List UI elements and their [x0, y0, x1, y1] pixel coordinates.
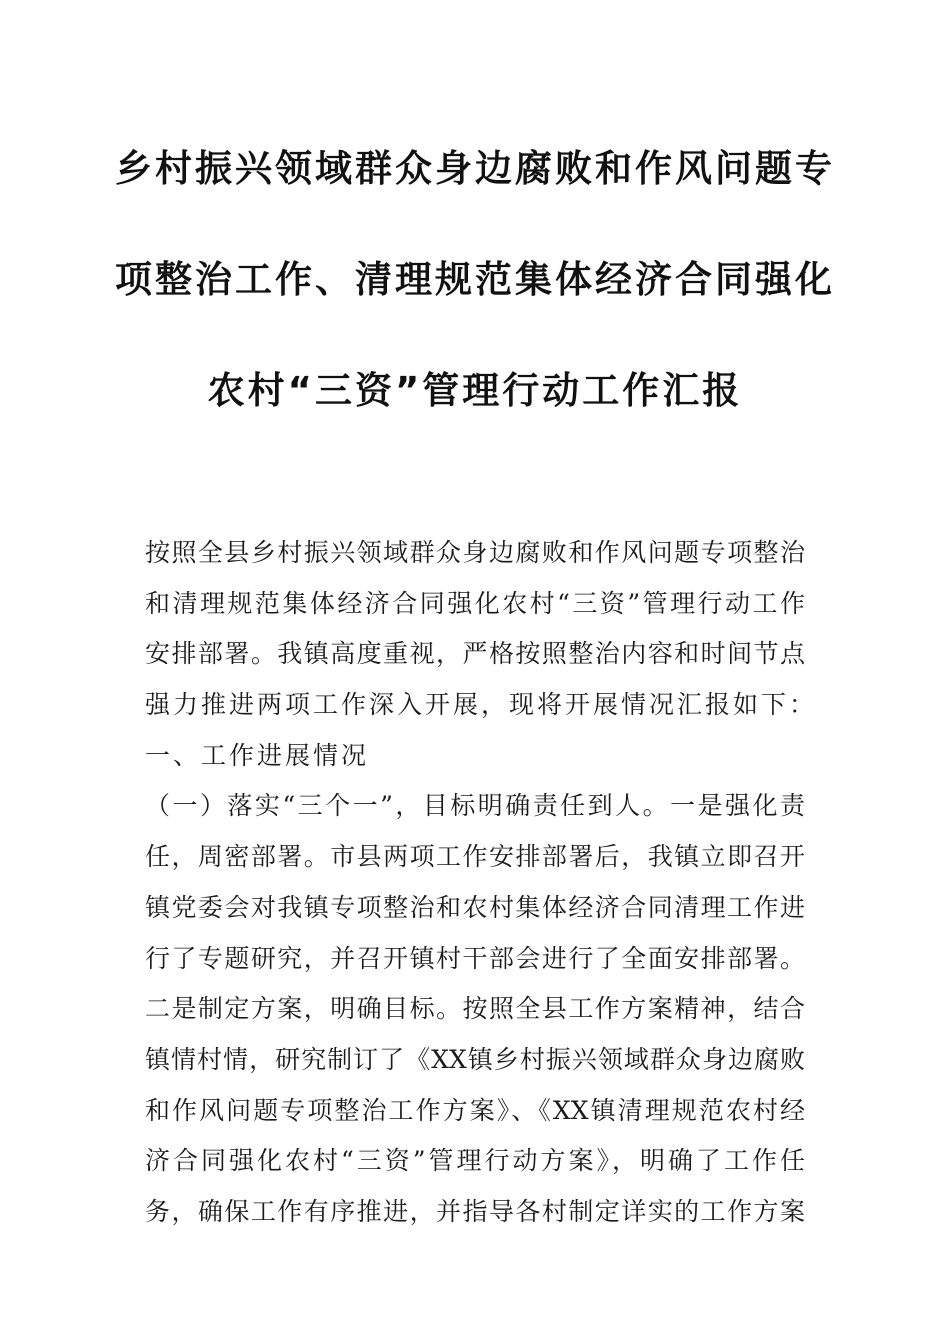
body-line-1: 按照全县乡村振兴领域群众身边腐败和作风问题专项整治	[145, 538, 805, 567]
title-line-1: 乡村振兴领域群众身边腐败和作风问题专	[115, 147, 835, 190]
body-line-14: 务，确保工作有序推进，并指导各村制定详实的工作方案	[145, 1196, 805, 1226]
section-heading: 一、工作进展情况	[145, 740, 370, 770]
body-line-13: 济合同强化农村“三资”管理行动方案》，明确了工作任	[145, 1146, 805, 1176]
body-line-8: 镇党委会对我镇专项整治和农村集体经济合同清理工作进	[145, 892, 805, 922]
body-line-9: 行了专题研究，并召开镇村干部会进行了全面安排部署。	[145, 943, 805, 973]
body-line-2: 和清理规范集体经济合同强化农村“三资”管理行动工作	[145, 588, 805, 618]
title-line-2: 项整治工作、清理规范集体经济合同强化	[115, 258, 835, 301]
body-line-10: 二是制定方案，明确目标。按照全县工作方案精神，结合	[145, 994, 805, 1024]
body-line-3: 安排部署。我镇高度重视，严格按照整治内容和时间节点	[145, 639, 805, 669]
body-line-11: 镇情村情，研究制订了《XX镇乡村振兴领域群众身边腐败	[145, 1044, 805, 1074]
body-line-6: （一）落实“三个一”，目标明确责任到人。一是强化责	[145, 791, 805, 821]
document-title	[0, 147, 950, 483]
body-line-4: 强力推进两项工作深入开展，现将开展情况汇报如下：	[145, 690, 818, 720]
document-body	[145, 528, 818, 1238]
body-line-7: 任，周密部署。市县两项工作安排部署后，我镇立即召开	[145, 842, 805, 872]
title-line-3: 农村“三资”管理行动工作汇报	[207, 369, 743, 412]
body-line-12: 和作风问题专项整治工作方案》、《XX镇清理规范农村经	[145, 1095, 805, 1125]
